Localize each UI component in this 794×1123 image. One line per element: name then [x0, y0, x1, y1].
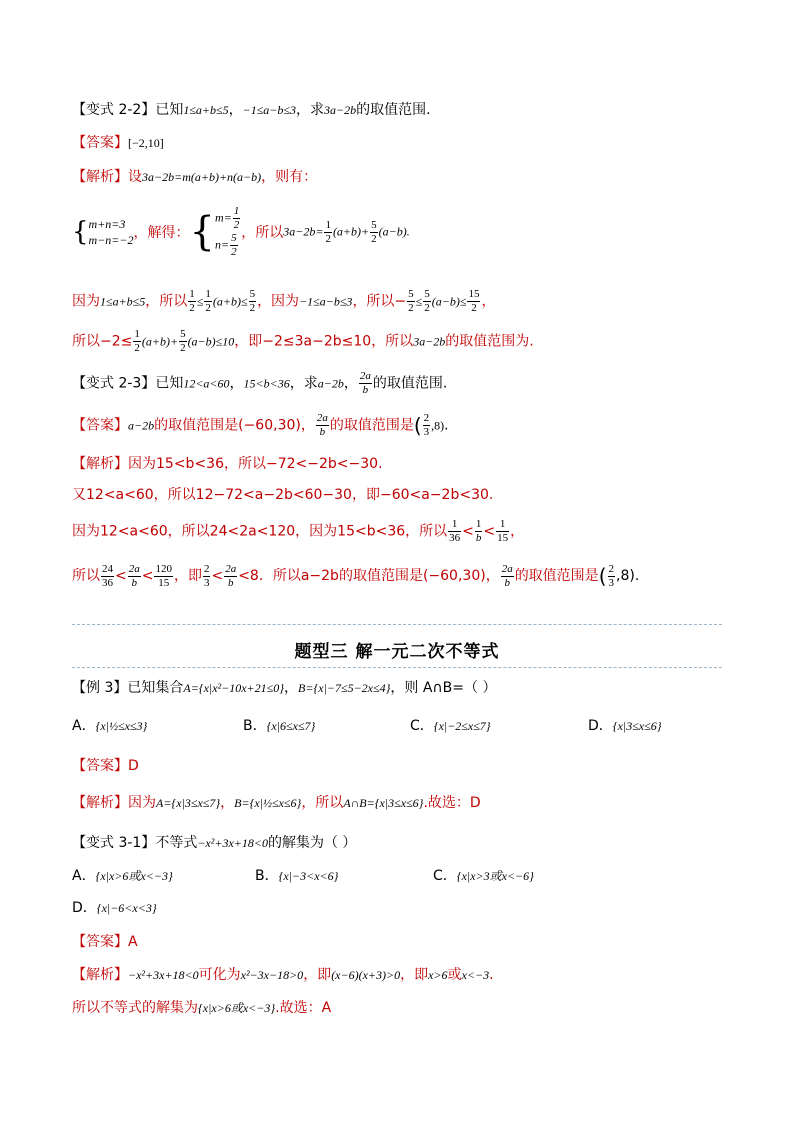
example-3-question: 【例 3】已知集合A={x|x²−10x+21≤0}，B={x|−7≤5−2x≤4}，则 A∩B=（ ） [72, 680, 497, 696]
question-tag: 【例 3】 [72, 680, 128, 696]
question-tag: 【变式 3-1】 [72, 835, 156, 851]
answer-tag: 【答案】 [72, 934, 128, 950]
option-b[interactable]: B．{x|−3<x<6} [255, 868, 339, 884]
solution-2-2-system: {m+n=3 m−n=−2，解得：{m= $\frac{1}{2}$ n= $\frac{5}{2}$ ，所以3a−2b= $\frac{1}{2}$ (a+b)+ $\frac{5}{2}$ (a−b). [72, 205, 410, 258]
question-tag: 【变式 2-3】 [72, 375, 156, 392]
solution-tag: 【解析】 [72, 456, 128, 472]
option-a[interactable]: A．{x|x>6或x<−3} [72, 868, 173, 884]
option-a[interactable]: A．{x|½≤x≤3} [72, 718, 148, 734]
solution-tag: 【解析】 [72, 967, 128, 983]
solution-3-1-line2: 所以不等式的解集为{x|x>6或x<−3}.故选：A [72, 1000, 332, 1016]
solution-2-3-line4: 所以 $\frac{24}{36}$ < $\frac{2a}{b}$ < $\frac{120}{15}$ ，即 $\frac{2}{3}$ < $\frac{2a}{b}$ <8．所以a−2b的取值范围是(−60,30)， $\frac{2a}{b}$ 的取值范围是( $\frac{2}{3}$ ,8). [72, 562, 640, 589]
answer-value: [−2,10] [128, 136, 164, 150]
solution-2-3-line2: 又12<a<60，所以12−72<a−2b<60−30，即−60<a−2b<30. [72, 487, 494, 503]
section-divider-top [72, 624, 722, 625]
solution-3-1-line1: 【解析】−x²+3x+18<0可化为x²−3x−18>0，即(x−6)(x+3)>0，即x>6或x<−3. [72, 967, 494, 983]
option-d[interactable]: D．{x|3≤x≤6} [588, 718, 662, 734]
variant-2-2-question: 【变式 2-2】已知1≤a+b≤5，−1≤a−b≤3，求3a−2b的取值范围. [72, 102, 431, 118]
solution-2-3-line3: 因为12<a<60，所以24<2a<120，因为15<b<36，所以 $\frac{1}{36}$ < $\frac{1}{b}$ < $\frac{1}{15}$ ， [72, 518, 525, 544]
option-b[interactable]: B．{x|6≤x≤7} [243, 718, 316, 734]
solution-2-2-line3: 因为1≤a+b≤5，所以 $\frac{1}{2}$ ≤ $\frac{1}{2}$ (a+b)≤ $\frac{5}{2}$ ，因为−1≤a−b≤3，所以− $\frac{5}{2}$ ≤ $\frac{5}{2}$ (a−b)≤ $\frac{15}{2}$ ， [72, 288, 496, 314]
section-divider-bottom [72, 667, 722, 668]
variant-3-1-question: 【变式 3-1】不等式−x²+3x+18<0的解集为（ ） [72, 835, 357, 851]
answer-tag: 【答案】 [72, 417, 128, 434]
option-c[interactable]: C．{x|−2≤x≤7} [410, 718, 491, 734]
option-c[interactable]: C．{x|x>3或x<−6} [433, 868, 534, 884]
solution-2-2-line4: 所以−2≤ $\frac{1}{2}$ (a+b)+ $\frac{5}{2}$ (a−b)≤10，即−2≤3a−2b≤10，所以3a−2b的取值范围为. [72, 328, 534, 354]
variant-2-3-question: 【变式 2-3】已知12<a<60，15<b<36，求a−2b， $\frac{2a}{b}$ 的取值范围. [72, 370, 448, 396]
solution-2-3-line1: 【解析】因为15<b<36，所以−72<−2b<−30. [72, 456, 383, 472]
answer-2-3: 【答案】a−2b的取值范围是(−60,30)， $\frac{2a}{b}$ 的取值范围是( $\frac{2}{3}$ ,8). [72, 412, 449, 438]
answer-tag: 【答案】 [72, 135, 128, 151]
answer-value: A [128, 934, 138, 950]
solution-tag: 【解析】 [72, 169, 128, 185]
answer-3-1 [72, 932, 734, 952]
answer-value: D [128, 758, 139, 774]
answer-2-2 [72, 133, 734, 153]
answer-3 [72, 756, 734, 776]
solution-3: 【解析】因为A={x|3≤x≤7}，B={x|½≤x≤6}，所以A∩B={x|3≤x≤6}.故选：D [72, 795, 481, 811]
section-title: 题型三 解一元二次不等式 [294, 642, 500, 662]
question-tag: 【变式 2-2】 [72, 102, 156, 118]
solution-2-2-line1: 【解析】设3a−2b=m(a+b)+n(a−b)，则有： [72, 169, 318, 185]
option-d[interactable]: D．{x|−6<x<3} [72, 900, 157, 916]
solution-tag: 【解析】 [72, 795, 128, 811]
answer-tag: 【答案】 [72, 758, 128, 774]
